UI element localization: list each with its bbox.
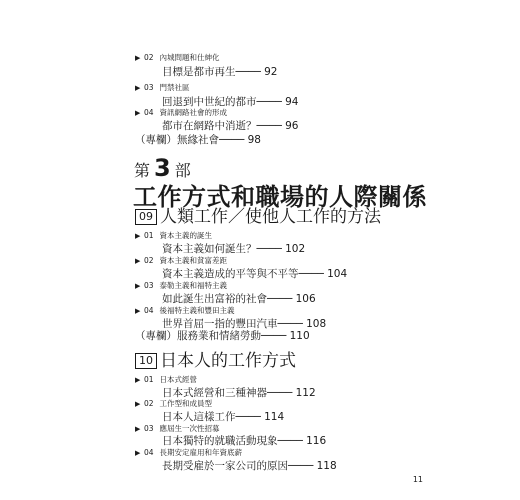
toc-entry-category: [135, 424, 220, 434]
entry-category: 資本主義的誕生: [159, 231, 213, 240]
arrow-icon: ▶: [135, 400, 141, 408]
arrow-icon: ▶: [135, 307, 141, 315]
arrow-icon: ▶: [135, 257, 141, 265]
chapter-title: 人類工作／使他人工作的方法: [160, 207, 381, 227]
toc-entry-category: [135, 281, 227, 291]
entry-category: 工作型和成員型: [159, 399, 213, 408]
entry-category: 內城問題和仕紳化: [159, 53, 220, 62]
entry-category: 泰勒主義和福特主義: [159, 281, 228, 290]
toc-entry-category: [135, 399, 212, 409]
entry-category: 日本式經營: [159, 375, 198, 384]
part-title: 工作方式和職場的人際關係: [133, 183, 427, 211]
chapter-number-badge: 09: [135, 209, 157, 225]
part-suffix: 部: [174, 161, 191, 180]
entry-number: 04: [144, 306, 154, 315]
toc-entry-title[interactable]: 都市在網路中消逝？──── 96: [162, 120, 299, 132]
toc-column-entry[interactable]: （專欄）無緣社會──── 98: [135, 134, 261, 146]
page-number: 11: [412, 475, 423, 484]
toc-entry-category: [135, 448, 242, 458]
toc-entry-title[interactable]: 資本主義造成的平等與不平等──── 104: [162, 268, 348, 280]
entry-number: 03: [144, 83, 154, 92]
entry-category: 長期安定雇用和年資底薪: [159, 448, 243, 457]
toc-entry-category: [135, 83, 190, 93]
entry-category: 門禁社區: [159, 83, 190, 92]
toc-entry-title[interactable]: 世界首屈一指的豐田汽車──── 108: [162, 318, 327, 330]
entry-number: 04: [144, 108, 154, 117]
entry-number: 02: [144, 256, 154, 265]
chapter-heading[interactable]: [135, 351, 296, 371]
arrow-icon: ▶: [135, 376, 141, 384]
entry-category: 應屆生一次性招募: [159, 424, 220, 433]
entry-number: 04: [144, 448, 154, 457]
arrow-icon: ▶: [135, 232, 141, 240]
arrow-icon: ▶: [135, 425, 141, 433]
part-prefix: 第: [134, 161, 151, 180]
toc-column-entry[interactable]: （專欄）服務業和情緒勞動──── 110: [135, 330, 310, 342]
toc-entry-title[interactable]: 長期受雇於一家公司的原因──── 118: [162, 460, 337, 472]
toc-entry-title[interactable]: 日本獨特的就職活動現象──── 116: [162, 435, 327, 447]
entry-category: 資本主義和貧富差距: [159, 256, 228, 265]
toc-entry-title[interactable]: 目標是都市再生──── 92: [162, 66, 278, 78]
arrow-icon: ▶: [135, 449, 141, 457]
toc-entry-category: [135, 108, 227, 118]
toc-entry-category: [135, 375, 197, 385]
chapter-number-badge: 10: [135, 353, 157, 369]
arrow-icon: ▶: [135, 109, 141, 117]
entry-number: 03: [144, 424, 154, 433]
entry-number: 01: [144, 375, 154, 384]
entry-number: 02: [144, 53, 154, 62]
toc-entry-title[interactable]: 資本主義如何誕生？──── 102: [162, 243, 306, 255]
toc-entry-category: [135, 306, 235, 316]
entry-category: 後福特主義和豐田主義: [159, 306, 235, 315]
toc-entry-category: [135, 256, 227, 266]
chapter-heading[interactable]: [135, 207, 381, 227]
arrow-icon: ▶: [135, 84, 141, 92]
toc-entry-title[interactable]: 回退到中世紀的都市──── 94: [162, 96, 299, 108]
entry-category: 資訊網路社會的形成: [159, 108, 228, 117]
entry-number: 02: [144, 399, 154, 408]
arrow-icon: ▶: [135, 282, 141, 290]
chapter-title: 日本人的工作方式: [160, 351, 296, 371]
part-number: 3: [154, 154, 171, 182]
toc-entry-category: [135, 231, 212, 241]
entry-number: 03: [144, 281, 154, 290]
toc-entry-title[interactable]: 日本人這樣工作──── 114: [162, 411, 285, 423]
toc-entry-title[interactable]: 如此誕生出富裕的社會──── 106: [162, 293, 316, 305]
toc-entry-category: [135, 53, 220, 63]
arrow-icon: ▶: [135, 54, 141, 62]
toc-entry-title[interactable]: 日本式經營和三種神器──── 112: [162, 387, 316, 399]
entry-number: 01: [144, 231, 154, 240]
